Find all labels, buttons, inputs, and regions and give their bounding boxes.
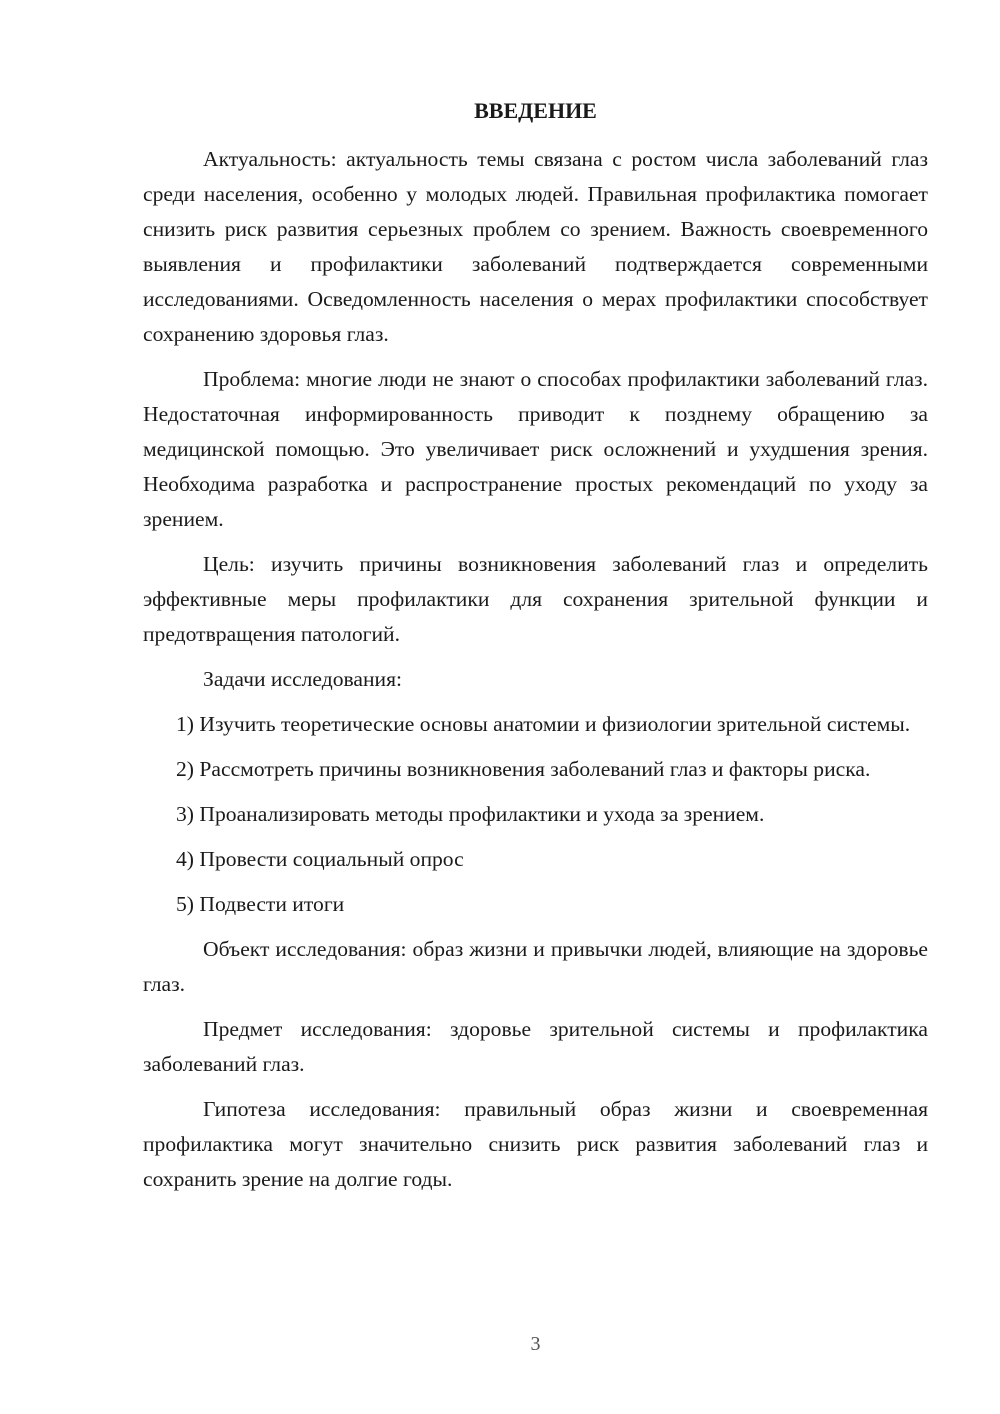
paragraph-hypothesis: Гипотеза исследования: правильный образ жизни и своевременная профилактика могут значительно снизить риск развития заболеваний глаз и сохранить зрение на долгие годы. [143, 1097, 928, 1191]
task-item-4: 4) Провести социальный опрос [176, 847, 464, 871]
task-item-5: 5) Подвести итоги [176, 892, 345, 916]
tasks-heading: Задачи исследования: [203, 667, 403, 691]
paragraph-object: Объект исследования: образ жизни и привычки людей, влияющие на здоровье глаз. [143, 937, 928, 996]
task-item-1: 1) Изучить теоретические основы анатомии и физиологии зрительной системы. [176, 712, 911, 736]
document-title: ВВЕДЕНИЕ [474, 98, 597, 123]
task-item-3: 3) Проанализировать методы профилактики и ухода за зрением. [176, 802, 765, 826]
task-item-2: 2) Рассмотреть причины возникновения заболеваний глаз и факторы риска. [176, 757, 871, 781]
paragraph-goal: Цель: изучить причины возникновения заболеваний глаз и определить эффективные меры профилактики для сохранения зрительной функции и предотвращения патологий. [143, 552, 928, 646]
document-page [143, 0, 928, 1414]
paragraph-problem: Проблема: многие люди не знают о способах профилактики заболеваний глаз. Недостаточная информированность приводит к позднему обращению за медицинской помощью. Это увеличивает риск осложнений и ухудшения зрения. Необходима разработка и распространение простых рекомендаций по уходу за зрением. [143, 367, 928, 531]
document-body [143, 142, 928, 1207]
paragraph-relevance: Актуальность: актуальность темы связана с ростом числа заболеваний глаз среди населения, особенно у молодых людей. Правильная профилактика помогает снизить риск развития серьезных проблем со зрением. Важность своевременного выявления и профилактики заболеваний подтверждается современными исследованиями. Осведомленность населения о мерах профилактики способствует сохранению здоровья глаз. [143, 147, 928, 346]
paragraph-subject: Предмет исследования: здоровье зрительной системы и профилактика заболеваний глаз. [143, 1017, 928, 1076]
page-number: 3 [530, 1333, 541, 1355]
